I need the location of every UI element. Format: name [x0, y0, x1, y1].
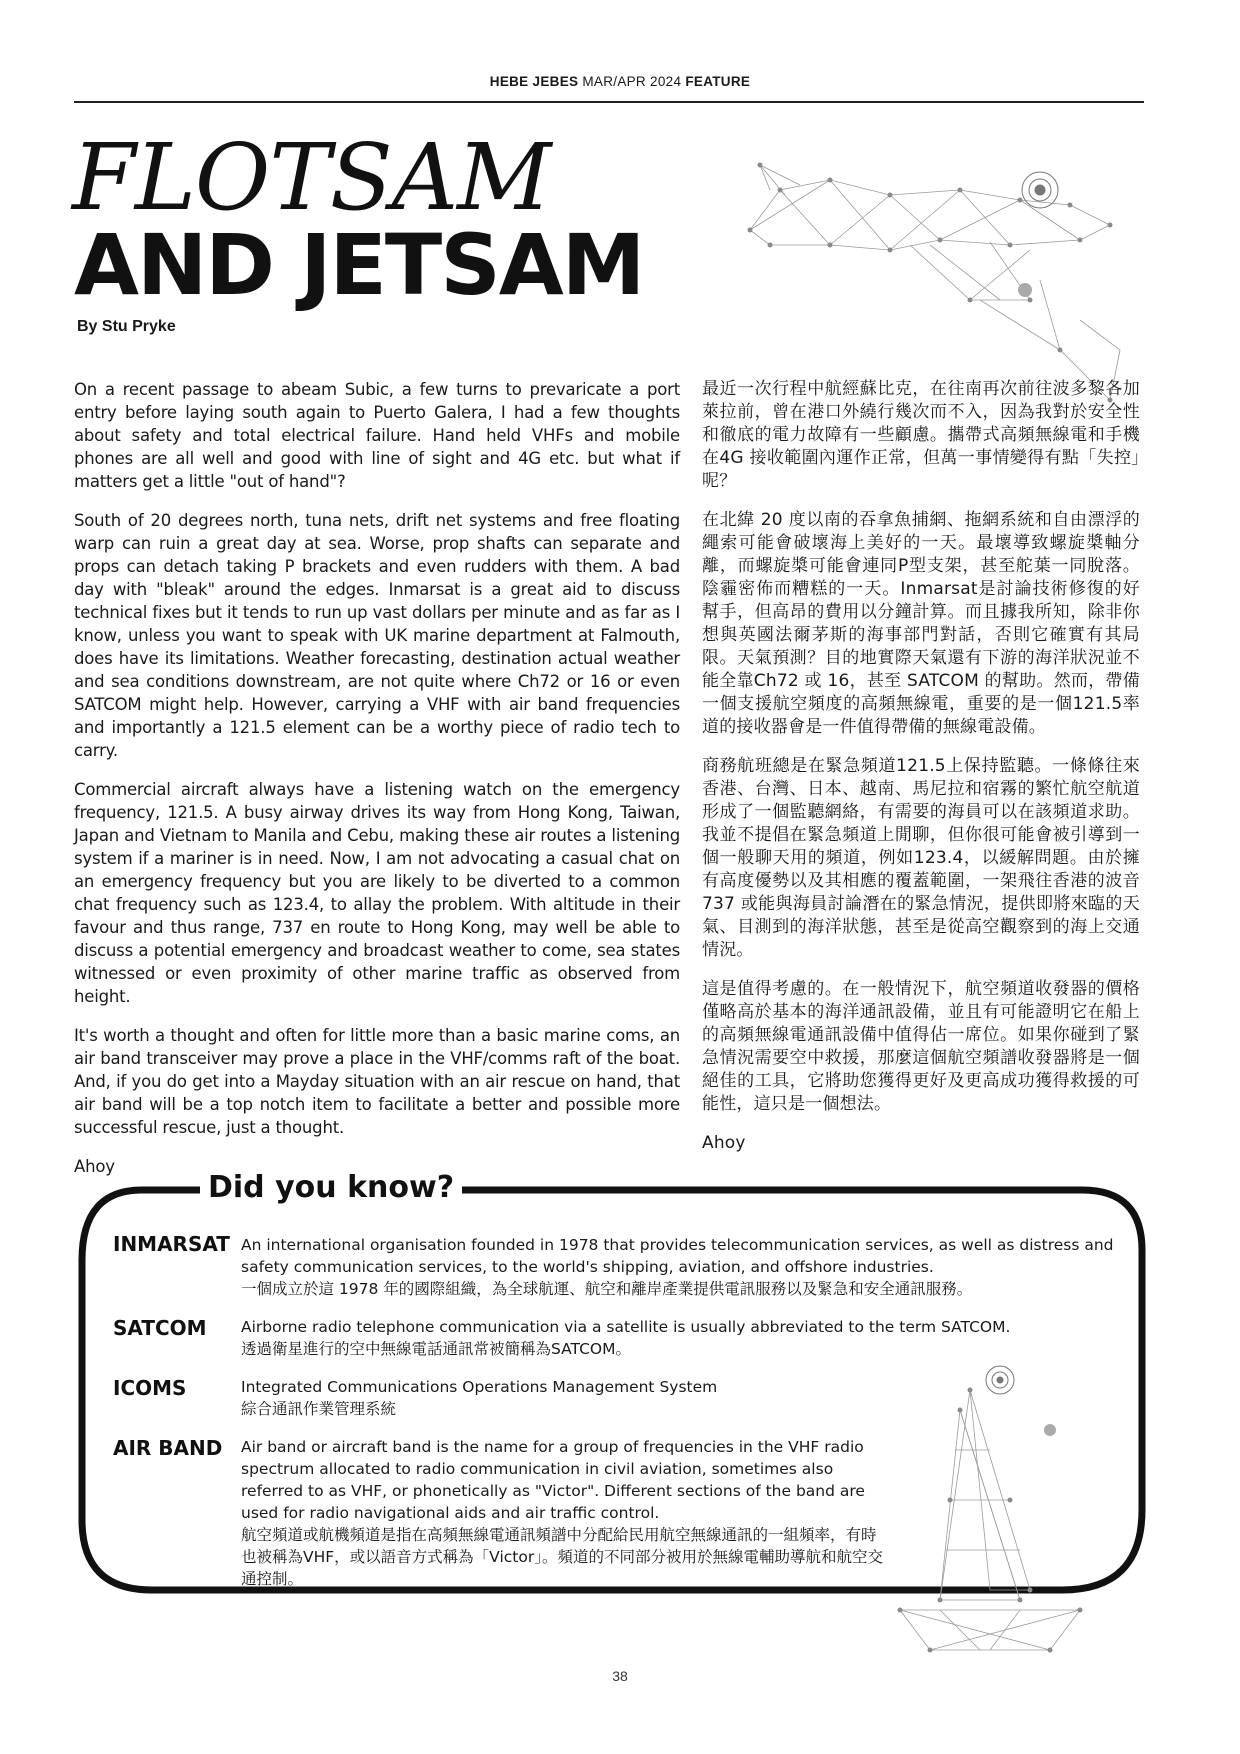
definition-zh: 航空頻道或航機頻道是指在高頻無線電通訊頻譜中分配給民用航空無線通訊的一組頻率，有時也被稱為VHF，或以語音方式稱為「Victor」。頻道的不同部分被用於無線電輔助導航和航空交通控制。 [241, 1526, 883, 1588]
english-column [74, 378, 680, 1194]
english-paragraph: On a recent passage to abeam Subic, a few turns to prevaricate a port entry before laying south again to Puerto Galera, I had a few thoughts about safety and total electrical failure. Hand held VHFs and mobile phones are all well and good with line of sight and 4G etc. but what if matters get a little "out of hand"? [74, 380, 680, 491]
term-inmarsat: INMARSAT [113, 1232, 230, 1256]
english-signoff: Ahoy [74, 1157, 115, 1176]
section-name: FEATURE [685, 74, 751, 89]
definition-zh: 透過衛星進行的空中無線電話通訊常被簡稱為SATCOM。 [241, 1340, 631, 1358]
chinese-paragraph: 在北緯 20 度以南的吞拿魚捕網、拖網系統和自由漂浮的繩索可能會破壞海上美好的一天。最壞導致螺旋槳軸分離，而螺旋槳可能會連同P型支架，甚至舵葉一同脫落。陰霾密佈而糟糕的一天。Inmarsat是討論技術修復的好幫手，但高昂的費用以分鐘計算。而且據我所知，除非你想與英國法爾茅斯的海事部門對話，否則它確實有其局限。天氣預測？目的地實際天氣還有下游的海洋狀況並不能全靠Ch72 或 16，甚至 SATCOM 的幫助。然而，帶備一個支援航空頻度的高頻無線電，重要的是一個121.5率道的接收器會是一件值得帶備的無線電設備。 [702, 510, 1140, 737]
header-rule [74, 101, 1144, 103]
definition-en: Airborne radio telephone communication via a satellite is usually abbreviated to the term SATCOM. [241, 1318, 1011, 1336]
title-line-1: FLOTSAM [72, 124, 551, 231]
definition-zh: 一個成立於這 1978 年的國際組織，為全球航運、航空和離岸產業提供電訊服務以及緊急和安全通訊服務。 [241, 1280, 973, 1298]
definition-en: An international organisation founded in 1978 that provides telecommunication services, as well as distress and safety communication services, to the world's shipping, aviation, and offshore industries. [241, 1236, 1114, 1276]
magazine-name: HEBE JEBES [489, 74, 579, 89]
byline: By Stu Pryke [77, 318, 176, 335]
did-you-know-heading: Did you know? [200, 1170, 462, 1206]
definition-zh: 綜合通訊作業管理系統 [241, 1400, 397, 1418]
definition-air-band [241, 1436, 891, 1590]
network-airplane-icon [740, 150, 1140, 410]
chinese-column [702, 378, 1140, 1171]
english-paragraph: South of 20 degrees north, tuna nets, drift net systems and free floating warp can ruin a great day at sea. Worse, prop shafts can separate and props can detach taking P brackets and even rudders with them. A bad day with "bleak" around the edges. Inmarsat is a great aid to discuss technical fixes but it tends to run up vast dollars per minute and as far as I know, unless you want to speak with UK marine department at Falmouth, does have its limitations. Weather forecasting, destination actual weather and sea conditions downstream, are not quite where Ch72 or 16 or even SATCOM might help. However, carrying a VHF with air band frequencies and importantly a 121.5 element can be a worthy piece of radio tech to carry. [74, 511, 680, 760]
definition-en: Integrated Communications Operations Management System [241, 1378, 718, 1396]
english-paragraph: It's worth a thought and often for little more than a basic marine coms, an air band transceiver may prove a place in the VHF/comms raft of the boat. And, if you do get into a Mayday situation with an air rescue on hand, that air band will be a top notch item to facilitate a better and possible more successful rescue, just a thought. [74, 1026, 680, 1137]
term-satcom: SATCOM [113, 1316, 207, 1340]
definition-inmarsat [241, 1234, 1121, 1300]
term-icoms: ICOMS [113, 1376, 187, 1400]
chinese-signoff: Ahoy [702, 1133, 746, 1153]
english-paragraph: Commercial aircraft always have a listening watch on the emergency frequency, 121.5. A busy airway drives its way from Hong Kong, Taiwan, Japan and Vietnam to Manila and Cebu, making these air routes a listening system if a mariner is in need. Now, I am not advocating a casual chat on an emergency frequency but you are likely to be diverted to a common chat frequency such as 123.4, to allay the problem. With altitude in their favour and thus range, 737 en route to Hong Kong, may well be able to discuss a potential emergency and broadcast weather to come, sea states witnessed or even proximity of other marine traffic as observed from height. [74, 780, 680, 1006]
issue-date: MAR/APR 2024 [582, 74, 682, 89]
network-sailboat-icon [880, 1350, 1090, 1680]
title-line-2: AND JETSAM [74, 216, 644, 314]
chinese-paragraph: 最近一次行程中航經蘇比克，在往南再次前往波多黎各加萊拉前，曾在港口外繞行幾次而不入，因為我對於安全性和徹底的電力故障有一些顧慮。攜帶式高頻無線電和手機在4G 接收範圍內運作正常，但萬一事情變得有點「失控」呢？ [702, 379, 1140, 491]
page-number: 38 [612, 1668, 628, 1684]
definition-en: Air band or aircraft band is the name for a group of frequencies in the VHF radio spectrum allocated to radio communication in civil aviation, sometimes also referred to as VHF, or phonetically as "Victor". Different sections of the band are used for radio navigational aids and air traffic control. [241, 1438, 865, 1522]
chinese-paragraph: 商務航班總是在緊急頻道121.5上保持監聽。一條條往來香港、台灣、日本、越南、馬尼拉和宿霧的繁忙航空航道形成了一個監聽網絡，有需要的海員可以在該頻道求助。我並不提倡在緊急頻道上閒聊，但你很可能會被引導到一個一般聊天用的頻道，例如123.4，以緩解問題。由於擁有高度優勢以及其相應的覆蓋範圍，一架飛往香港的波音 737 或能與海員討論潛在的緊急情況，提供即將來臨的天氣、目測到的海洋狀態，甚至是從高空觀察到的海上交通情況。 [702, 756, 1140, 960]
chinese-paragraph: 這是值得考慮的。在一般情況下，航空頻道收發器的價格僅略高於基本的海洋通訊設備，並且有可能證明它在船上的高頻無線電通訊設備中值得佔一席位。如果你碰到了緊急情況需要空中救援，那麼這個航空頻譜收發器將是一個絕佳的工具，它將助您獲得更好及更高成功獲得救援的可能性，這只是一個想法。 [702, 979, 1140, 1114]
definition-icoms [241, 1376, 881, 1420]
running-header [0, 74, 1240, 89]
term-air-band: AIR BAND [113, 1436, 223, 1460]
